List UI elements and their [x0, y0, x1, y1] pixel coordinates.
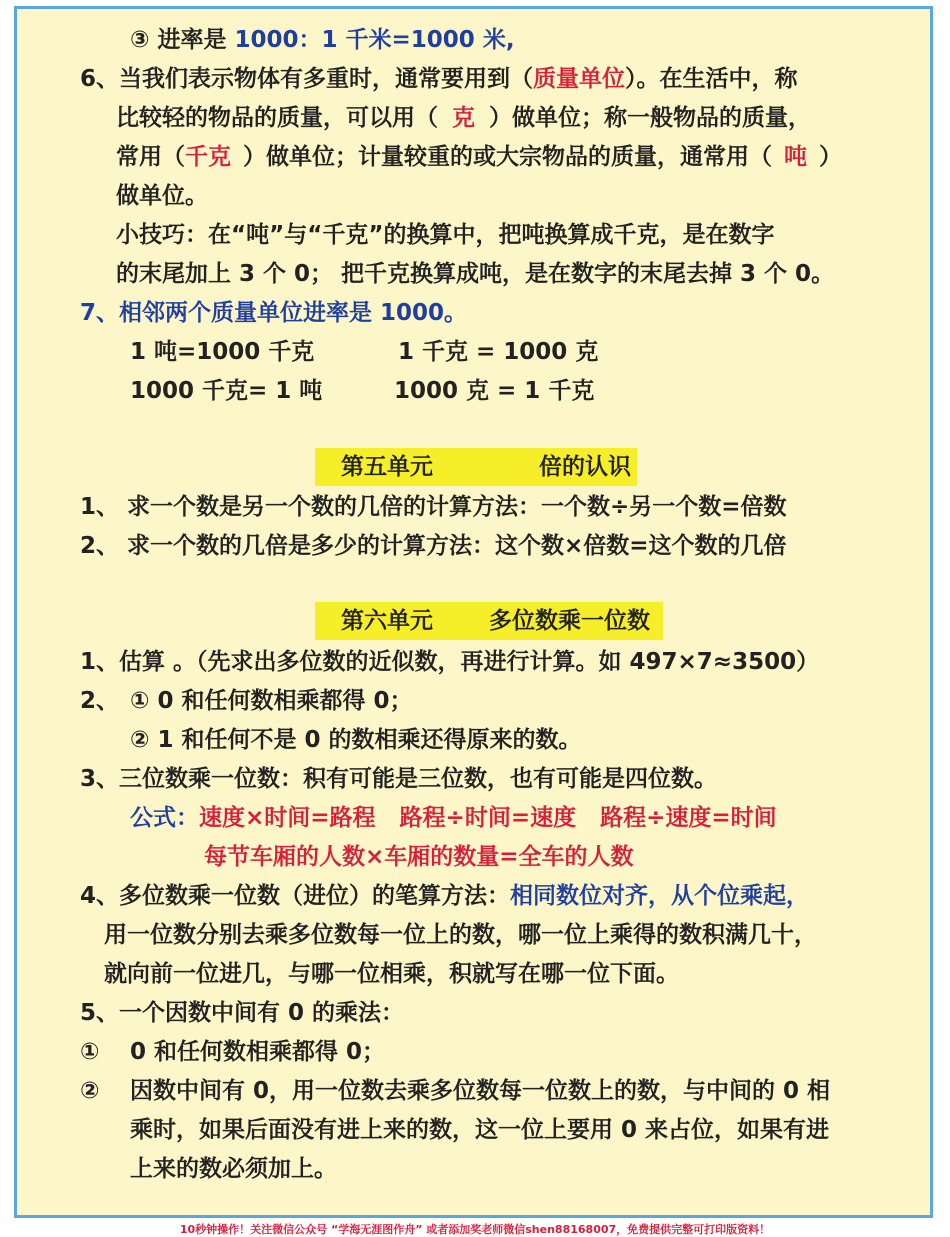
- text-span: 速度×时间=路程: [199, 805, 376, 831]
- text-span: 千克: [185, 144, 231, 170]
- text-span: 路程÷速度=时间: [600, 805, 777, 831]
- text-line: 3、三位数乘一位数：积有可能是三位数，也有可能是四位数。: [80, 766, 718, 792]
- text-line: 1、 求一个数是另一个数的几倍的计算方法：一个数÷另一个数=倍数: [80, 494, 787, 520]
- heading-text: 第五单元: [341, 454, 433, 480]
- text-line: 1、估算 。（先求出多位数的近似数，再进行计算。如 497×7≈3500）: [80, 649, 820, 675]
- text-line: 乘时，如果后面没有进上来的数，这一位上要用 0 来占位，如果有进: [130, 1117, 830, 1143]
- text-line: 做单位。: [116, 183, 208, 209]
- text-span: 质量单位: [533, 66, 626, 92]
- text-line: [130, 803, 777, 833]
- text-line: 用一位数分别去乘多位数每一位上的数，哪一位上乘得的数积满几十，: [104, 922, 817, 948]
- text-line: ②: [80, 1078, 100, 1104]
- text-line: ①: [80, 1039, 100, 1065]
- text-span: 路程÷时间=速度: [399, 805, 577, 831]
- text-line: 1000 克 = 1 千克: [394, 378, 595, 404]
- text-line: 1 千克 = 1000 克: [398, 339, 599, 365]
- text-line: 0 和任何数相乘都得 0；: [130, 1039, 386, 1065]
- text-line: 2、 求一个数的几倍是多少的计算方法：这个数×倍数=这个数的几倍: [80, 533, 787, 559]
- text-span: 公式：: [130, 805, 199, 831]
- text-span: 相同数位对齐，从个位乘起，: [510, 883, 810, 909]
- text-line: 5、一个因数中间有 0 的乘法：: [80, 1000, 405, 1026]
- text-line: [80, 64, 798, 94]
- text-line: 每节车厢的人数×车厢的数量=全车的人数: [204, 844, 634, 870]
- text-line: [116, 142, 842, 172]
- text-line: [116, 103, 811, 133]
- text-line: ① 0 和任何数相乘都得 0；: [130, 688, 413, 714]
- text-line: 小技巧：在“吨”与“千克”的换算中，把吨换算成千克，是在数字: [116, 222, 775, 248]
- text-span: 克: [452, 105, 475, 131]
- text-line: [80, 881, 809, 911]
- text-span: 1000：1 千米=1000 米,: [234, 27, 515, 53]
- text-span: 6、当我们表示物体有多重时，通常要用到（: [80, 66, 534, 92]
- heading-text: 倍的认识: [539, 454, 631, 480]
- heading-text: 多位数乘一位数: [489, 608, 650, 634]
- footer-notice: 10秒钟操作！关注微信公众号 “学海无涯图作舟” 或者添加奖老师微信shen88168007，免费提供完整可打印版资料！: [179, 1223, 771, 1236]
- section-heading-unit-6: [315, 602, 663, 640]
- text-span: ）。在生活中，称: [625, 66, 798, 92]
- text-span: ③ 进率是: [130, 27, 227, 53]
- text-span: 比较轻的物品的质量，可以用（: [116, 105, 438, 131]
- heading-text: 第六单元: [341, 608, 433, 634]
- text-line: [130, 25, 515, 55]
- text-line: ② 1 和任何不是 0 的数相乘还得原来的数。: [130, 727, 582, 753]
- text-line: 就向前一位进几，与哪一位相乘，积就写在哪一位下面。: [104, 961, 679, 987]
- text-span: 4、多位数乘一位数（进位）的笔算方法：: [80, 883, 511, 909]
- text-span: ）: [819, 144, 842, 170]
- text-span: ）做单位；称一般物品的质量，: [489, 105, 811, 131]
- text-line: 的末尾加上 3 个 0； 把千克换算成吨，是在数字的末尾去掉 3 个 0。: [116, 261, 835, 287]
- text-line: 1000 千克= 1 吨: [130, 378, 323, 404]
- text-span: 常用（: [116, 144, 185, 170]
- text-line: 2、: [80, 688, 120, 714]
- text-span: 吨: [784, 144, 807, 170]
- text-line: 7、相邻两个质量单位进率是 1000。: [80, 300, 468, 326]
- text-line: 因数中间有 0，用一位数去乘多位数每一位数上的数，与中间的 0 相: [130, 1078, 831, 1104]
- section-heading-unit-5: [315, 448, 637, 486]
- text-line: 1 吨=1000 千克: [130, 339, 315, 365]
- text-span: ）做单位；计量较重的或大宗物品的质量，通常用（: [243, 144, 772, 170]
- text-line: 上来的数必须加上。: [130, 1156, 337, 1182]
